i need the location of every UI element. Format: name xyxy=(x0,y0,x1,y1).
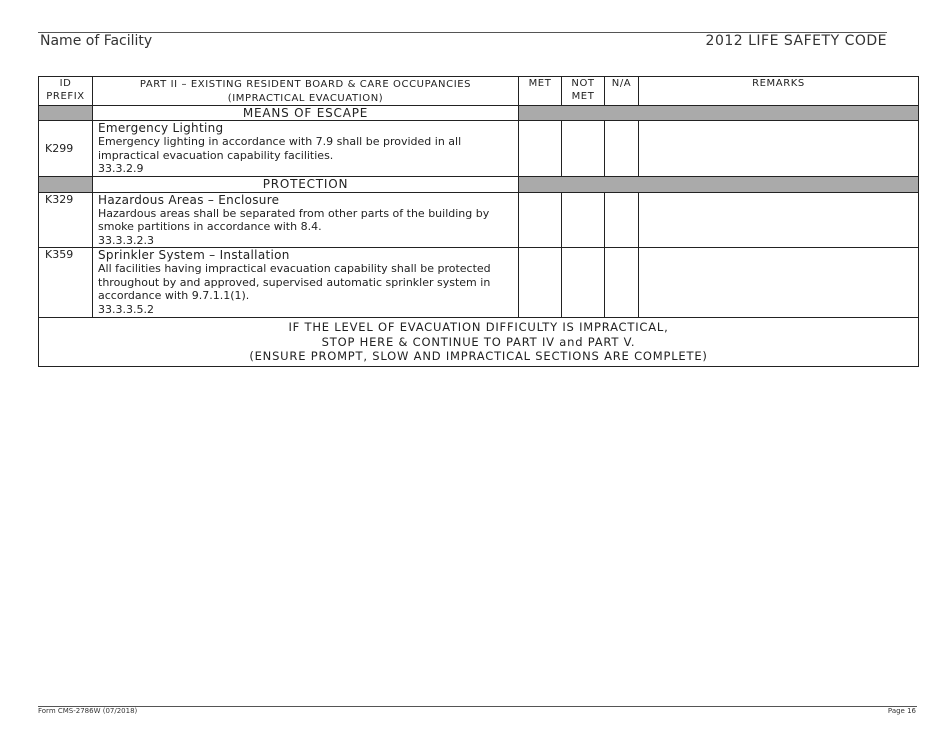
col-part-line2: (IMPRACTICAL EVACUATION) xyxy=(227,93,384,104)
facility-name-label: Name of Facility xyxy=(40,33,153,49)
col-part xyxy=(93,77,519,106)
col-part-line1: PART II – EXISTING RESIDENT BOARD & CARE OCCUPANCIES xyxy=(139,79,472,90)
table-row-k329 xyxy=(39,192,919,248)
page-number: Page 16 xyxy=(887,707,916,715)
na-cell[interactable] xyxy=(605,121,639,177)
section-label: PROTECTION xyxy=(93,176,519,192)
row-reference: 33.3.3.5.2 xyxy=(98,302,154,316)
met-cell[interactable] xyxy=(519,192,562,248)
not-met-cell[interactable] xyxy=(562,248,605,318)
row-text: Emergency lighting in accordance with 7.9 shall be provided in all impractical evacuation capability facilities. xyxy=(98,135,462,162)
row-prefix: K299 xyxy=(39,121,93,177)
row-requirement xyxy=(93,121,519,177)
instruction-footer-row xyxy=(39,318,919,367)
col-id-line1: ID xyxy=(59,78,72,89)
col-na xyxy=(605,77,639,106)
table-row-k359 xyxy=(39,248,919,318)
na-cell[interactable] xyxy=(605,248,639,318)
col-id-prefix xyxy=(39,77,93,106)
col-remarks xyxy=(639,77,919,106)
not-met-cell[interactable] xyxy=(562,121,605,177)
section-shade-right xyxy=(519,176,919,192)
col-not-met xyxy=(562,77,605,106)
section-row-protection xyxy=(39,176,919,192)
section-shade-left xyxy=(39,176,93,192)
remarks-cell[interactable] xyxy=(639,248,919,318)
col-not-met-line2: MET xyxy=(571,91,595,102)
row-prefix: K329 xyxy=(39,192,93,248)
row-prefix: K359 xyxy=(39,248,93,318)
table-row-k299 xyxy=(39,121,919,177)
not-met-cell[interactable] xyxy=(562,192,605,248)
met-cell[interactable] xyxy=(519,121,562,177)
row-title: Hazardous Areas – Enclosure xyxy=(98,192,280,207)
row-requirement xyxy=(93,248,519,318)
instruction-footer xyxy=(39,318,919,367)
footer-rule xyxy=(38,706,917,707)
col-remarks-label: REMARKS xyxy=(752,78,805,89)
instruction-line-3: (ENSURE PROMPT, SLOW AND IMPRACTICAL SECTIONS ARE COMPLETE) xyxy=(249,349,708,363)
row-text: All facilities having impractical evacuation capability shall be protected throughout by and approved, supervised automatic sprinkler system in accordance with 9.7.1.1(1). xyxy=(98,262,491,302)
row-reference: 33.3.2.9 xyxy=(98,162,144,175)
code-title: 2012 LIFE SAFETY CODE xyxy=(705,33,887,49)
remarks-cell[interactable] xyxy=(639,121,919,177)
row-reference: 33.3.3.2.3 xyxy=(98,233,154,247)
row-requirement xyxy=(93,192,519,248)
row-title: Emergency Lighting xyxy=(98,121,224,135)
instruction-line-2: STOP HERE & CONTINUE TO PART IV and PART V. xyxy=(321,334,636,349)
row-text: Hazardous areas shall be separated from other parts of the building by smoke partitions in accordance with 8.4. xyxy=(98,206,490,233)
section-label: MEANS OF ESCAPE xyxy=(93,106,519,121)
row-title: Sprinkler System – Installation xyxy=(98,248,290,262)
col-na-label: N/A xyxy=(611,78,632,89)
section-shade-left xyxy=(39,106,93,121)
met-cell[interactable] xyxy=(519,248,562,318)
table-header-row xyxy=(39,77,919,106)
col-not-met-line1: NOT xyxy=(571,78,595,89)
form-id: Form CMS-2786W (07/2018) xyxy=(38,707,138,715)
remarks-cell[interactable] xyxy=(639,192,919,248)
col-met-label: MET xyxy=(528,78,552,89)
survey-table xyxy=(38,76,919,367)
instruction-line-1: IF THE LEVEL OF EVACUATION DIFFICULTY IS IMPRACTICAL, xyxy=(288,320,669,334)
section-shade-right xyxy=(519,106,919,121)
section-row-means-of-escape xyxy=(39,106,919,121)
col-met xyxy=(519,77,562,106)
col-id-line2: PREFIX xyxy=(46,91,85,102)
na-cell[interactable] xyxy=(605,192,639,248)
